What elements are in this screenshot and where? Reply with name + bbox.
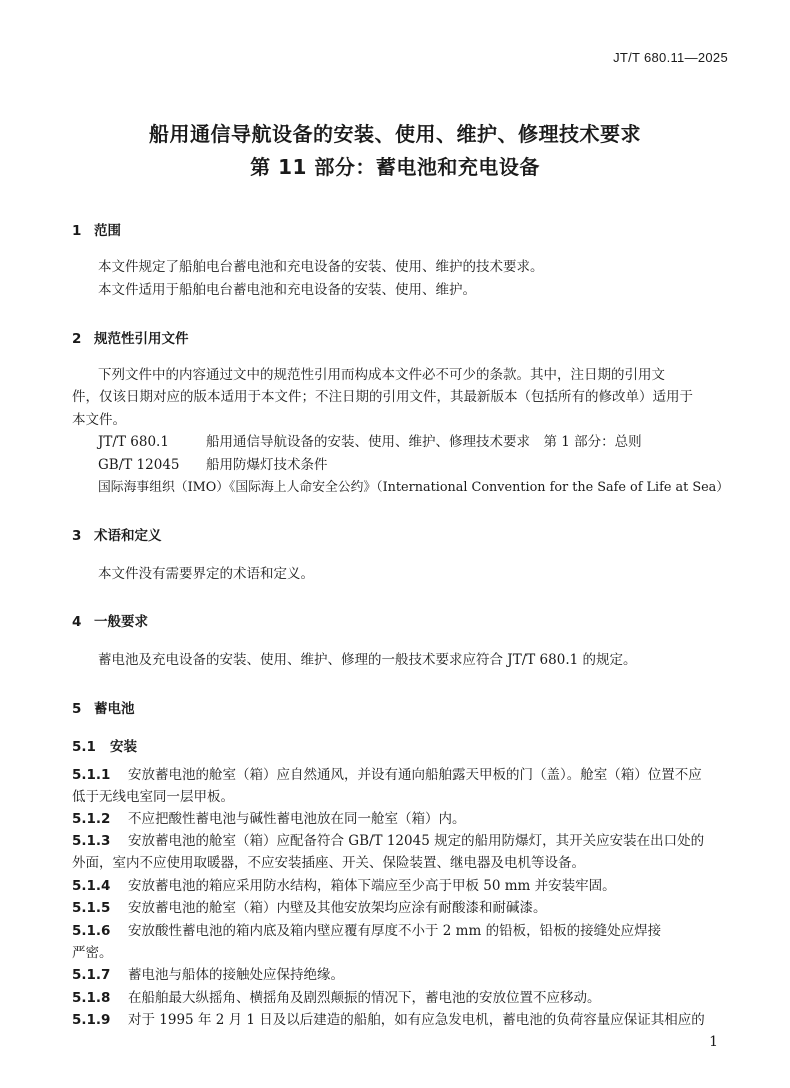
section-number: 4	[72, 614, 82, 630]
paragraph: 本文件适用于船舶电台蓄电池和充电设备的安装、使用、维护。	[98, 282, 476, 298]
clause-text: 蓄电池与船体的接触处应保持绝缘。	[128, 967, 344, 983]
clause-text-continued: 低于无线电室同一层甲板。	[72, 789, 234, 805]
section-5-heading	[72, 697, 135, 717]
clause-number: 5.1.1	[72, 767, 111, 783]
paragraph: 本文件没有需要界定的术语和定义。	[98, 566, 314, 582]
clause-text-continued: 严密。	[72, 945, 113, 961]
section-number: 5	[72, 701, 82, 717]
clause-text: 在船舶最大纵摇角、横摇角及剧烈颠振的情况下，蓄电池的安放位置不应移动。	[128, 990, 601, 1006]
clause-number: 5.1.5	[72, 900, 111, 916]
clause-5-1-5	[72, 897, 723, 919]
clause-5-1-6	[72, 920, 723, 964]
section-number: 3	[72, 528, 82, 544]
section-3-heading	[72, 524, 162, 544]
section-number: 2	[72, 331, 82, 347]
section-title: 安装	[110, 739, 137, 755]
clause-text: 不应把酸性蓄电池与碱性蓄电池放在同一舱室（箱）内。	[128, 811, 466, 827]
reference-title: 船用防爆灯技术条件	[206, 457, 328, 473]
section-title: 规范性引用文件	[94, 331, 189, 347]
clause-number: 5.1.8	[72, 990, 111, 1006]
clause-5-1-1	[72, 764, 723, 808]
reference-title: 船用通信导航设备的安装、使用、维护、修理技术要求 第 1 部分：总则	[206, 434, 642, 450]
paragraph-continued: 本文件。	[72, 412, 126, 428]
clause-number: 5.1.2	[72, 811, 111, 827]
standard-code: JT/T 680.11—2025	[613, 50, 728, 65]
reference-code: GB/T 12045	[98, 457, 180, 473]
clause-text: 对于 1995 年 2 月 1 日及以后建造的船舶，如有应急发电机，蓄电池的负荷容量应保证其相应的	[128, 1012, 705, 1028]
reference-item	[98, 477, 749, 499]
section-title: 范围	[94, 223, 121, 239]
section-1-heading	[72, 219, 121, 239]
section-title: 术语和定义	[94, 528, 162, 544]
page-number: 1	[709, 1034, 718, 1050]
clause-5-1-8	[72, 987, 723, 1009]
document-title-line1: 船用通信导航设备的安装、使用、维护、修理技术要求	[149, 122, 641, 146]
clause-text-continued: 外面，室内不应使用取暖器，不应安装插座、开关、保险装置、继电器及电机等设备。	[72, 855, 585, 871]
subsection-5-1-heading	[72, 735, 137, 755]
section-number: 5.1	[72, 739, 96, 755]
clause-number: 5.1.9	[72, 1012, 111, 1028]
clause-number: 5.1.7	[72, 967, 111, 983]
section-4-heading	[72, 610, 148, 630]
clause-5-1-4	[72, 875, 723, 897]
clause-text: 安放蓄电池的舱室（箱）应自然通风，并设有通向船舶露天甲板的门（盖）。舱室（箱）位置不应	[128, 767, 702, 783]
paragraph: 下列文件中的内容通过文中的规范性引用而构成本文件必不可少的条款。其中，注日期的引用文	[98, 367, 665, 383]
clause-text: 安放酸性蓄电池的箱内底及箱内壁应覆有厚度不小于 2 mm 的铅板，铅板的接缝处应焊接	[128, 923, 662, 939]
clause-number: 5.1.3	[72, 833, 111, 849]
reference-item	[98, 431, 749, 453]
clause-text: 安放蓄电池的舱室（箱）应配备符合 GB/T 12045 规定的船用防爆灯，其开关应安装在出口处的	[128, 833, 705, 849]
clause-5-1-7	[72, 964, 723, 986]
section-title: 蓄电池	[94, 701, 135, 717]
paragraph-continued: 件，仅该日期对应的版本适用于本文件；不注日期的引用文件，其最新版本（包括所有的修改单）适用于	[72, 389, 693, 405]
clause-5-1-2	[72, 808, 723, 830]
section-2-heading	[72, 327, 189, 347]
reference-item	[98, 454, 749, 476]
clause-number: 5.1.4	[72, 878, 111, 894]
reference-title: 国际海事组织（IMO）《国际海上人命安全公约》（International Convention for the Safe of Life at Sea）	[98, 480, 730, 495]
paragraph: 蓄电池及充电设备的安装、使用、维护、修理的一般技术要求应符合 JT/T 680.1 的规定。	[98, 652, 637, 668]
section-title: 一般要求	[94, 614, 148, 630]
paragraph: 本文件规定了船舶电台蓄电池和充电设备的安装、使用、维护的技术要求。	[98, 259, 544, 275]
clause-5-1-3	[72, 830, 723, 874]
clause-text: 安放蓄电池的舱室（箱）内壁及其他安放架均应涂有耐酸漆和耐碱漆。	[128, 900, 547, 916]
reference-code: JT/T 680.1	[98, 434, 169, 450]
document-title-line2: 第 11 部分：蓄电池和充电设备	[250, 155, 540, 179]
clause-number: 5.1.6	[72, 923, 111, 939]
section-number: 1	[72, 223, 82, 239]
clause-5-1-9	[72, 1009, 723, 1031]
clause-text: 安放蓄电池的箱应采用防水结构，箱体下端应至少高于甲板 50 mm 并安装牢固。	[128, 878, 616, 894]
